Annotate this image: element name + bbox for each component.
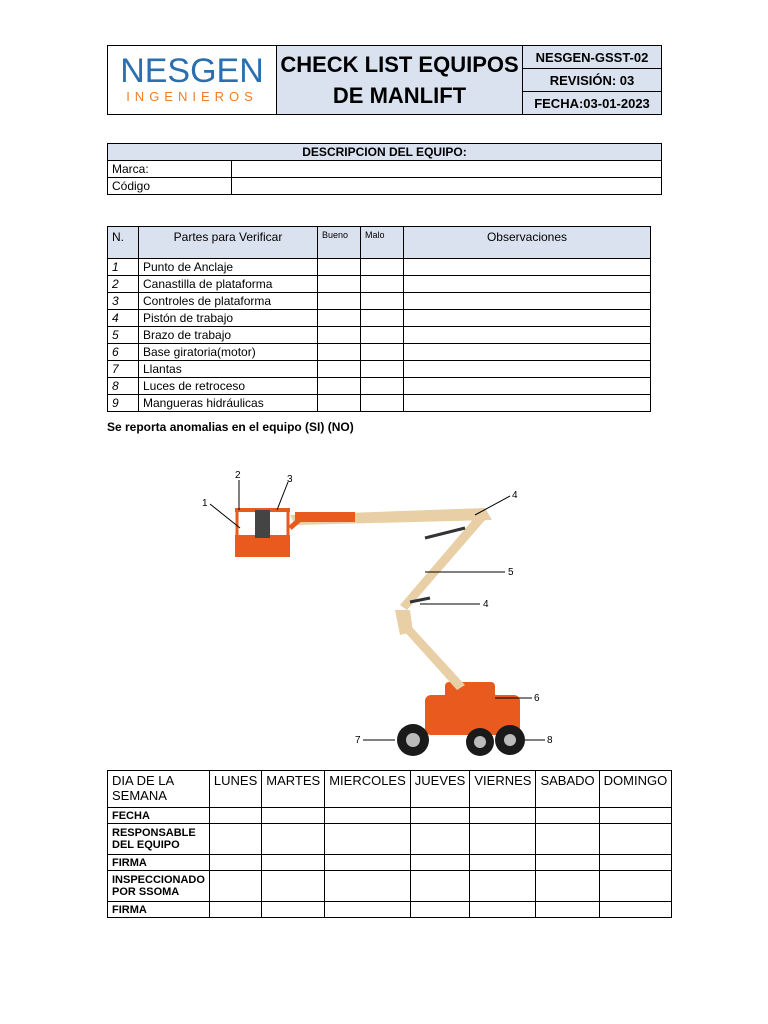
header-n: N. <box>108 227 139 259</box>
weekly-header-day: VIERNES <box>470 771 536 808</box>
weekly-cell[interactable] <box>209 902 261 918</box>
weekly-row-label: RESPONSABLE DEL EQUIPO <box>108 824 210 855</box>
weekly-inspection-table <box>107 770 672 918</box>
item-bad-cell[interactable] <box>361 327 404 344</box>
item-good-cell[interactable] <box>318 293 361 310</box>
weekly-header-day: MIERCOLES <box>325 771 411 808</box>
diagram-label-1: 1 <box>202 498 208 509</box>
item-observations-cell[interactable] <box>404 293 651 310</box>
weekly-row-label: FIRMA <box>108 902 210 918</box>
weekly-header-day: JUEVES <box>410 771 470 808</box>
item-bad-cell[interactable] <box>361 276 404 293</box>
item-part: Luces de retroceso <box>139 378 318 395</box>
item-good-cell[interactable] <box>318 395 361 412</box>
weekly-header-day: MARTES <box>262 771 325 808</box>
item-observations-cell[interactable] <box>404 259 651 276</box>
diagram-label-3: 3 <box>287 474 293 485</box>
weekly-cell[interactable] <box>470 871 536 902</box>
item-observations-cell[interactable] <box>404 310 651 327</box>
weekly-row <box>108 824 672 855</box>
weekly-cell[interactable] <box>599 902 672 918</box>
item-good-cell[interactable] <box>318 327 361 344</box>
weekly-cell[interactable] <box>470 902 536 918</box>
diagram-label-4b: 4 <box>483 599 489 610</box>
weekly-cell[interactable] <box>325 902 411 918</box>
item-observations-cell[interactable] <box>404 361 651 378</box>
checklist-row <box>108 327 651 344</box>
diagram-label-7: 7 <box>355 735 361 746</box>
item-good-cell[interactable] <box>318 259 361 276</box>
weekly-cell[interactable] <box>410 902 470 918</box>
anomalies-question: Se reporta anomalias en el equipo (SI) (NO) <box>107 420 354 434</box>
weekly-cell[interactable] <box>470 855 536 871</box>
weekly-header-day: DOMINGO <box>599 771 672 808</box>
description-heading: DESCRIPCION DEL EQUIPO: <box>108 144 662 161</box>
checklist-row <box>108 310 651 327</box>
item-observations-cell[interactable] <box>404 395 651 412</box>
weekly-row <box>108 871 672 902</box>
header-table <box>107 45 662 115</box>
weekly-cell[interactable] <box>410 824 470 855</box>
title-line-1: CHECK LIST EQUIPOS <box>280 52 519 77</box>
item-bad-cell[interactable] <box>361 293 404 310</box>
hub-front <box>406 733 420 747</box>
weekly-cell[interactable] <box>262 871 325 902</box>
document-date: FECHA:03-01-2023 <box>523 92 662 115</box>
diagram-label-4a: 4 <box>512 490 518 501</box>
item-good-cell[interactable] <box>318 344 361 361</box>
logo-cell <box>108 46 277 115</box>
document-revision: REVISIÓN: 03 <box>523 69 662 92</box>
item-bad-cell[interactable] <box>361 361 404 378</box>
basket <box>235 535 290 557</box>
item-good-cell[interactable] <box>318 361 361 378</box>
brand-label: Marca: <box>108 161 232 178</box>
item-number: 9 <box>108 395 139 412</box>
checklist-row <box>108 344 651 361</box>
item-bad-cell[interactable] <box>361 378 404 395</box>
weekly-header-row <box>108 771 672 808</box>
weekly-header-day: LUNES <box>209 771 261 808</box>
hub-middle <box>474 736 486 748</box>
item-observations-cell[interactable] <box>404 344 651 361</box>
brand-field[interactable] <box>232 161 662 178</box>
item-number: 2 <box>108 276 139 293</box>
checklist-table <box>107 226 651 412</box>
item-observations-cell[interactable] <box>404 276 651 293</box>
weekly-cell[interactable] <box>325 855 411 871</box>
weekly-cell[interactable] <box>209 824 261 855</box>
weekly-header-label: DIA DE LA SEMANA <box>108 771 210 808</box>
boom-joint <box>395 610 413 635</box>
item-number: 6 <box>108 344 139 361</box>
item-bad-cell[interactable] <box>361 259 404 276</box>
hub-rear <box>504 734 516 746</box>
weekly-cell[interactable] <box>410 855 470 871</box>
code-field[interactable] <box>232 178 662 195</box>
item-good-cell[interactable] <box>318 276 361 293</box>
manlift-diagram <box>195 460 575 760</box>
header-observations: Observaciones <box>404 227 651 259</box>
document-code: NESGEN-GSST-02 <box>523 46 662 69</box>
document-title <box>277 46 523 115</box>
weekly-row-label: INSPECCIONADO POR SSOMA <box>108 871 210 902</box>
weekly-cell[interactable] <box>410 871 470 902</box>
weekly-cell[interactable] <box>536 902 599 918</box>
item-part: Pistón de trabajo <box>139 310 318 327</box>
item-part: Punto de Anclaje <box>139 259 318 276</box>
checklist-row <box>108 361 651 378</box>
code-label: Código <box>108 178 232 195</box>
weekly-cell[interactable] <box>262 808 325 824</box>
title-line-2: DE MANLIFT <box>332 83 467 108</box>
company-logo <box>117 48 267 108</box>
checklist-row <box>108 395 651 412</box>
item-part: Canastilla de plataforma <box>139 276 318 293</box>
checklist-row <box>108 276 651 293</box>
weekly-cell[interactable] <box>325 871 411 902</box>
weekly-row-label: FIRMA <box>108 855 210 871</box>
weekly-cell[interactable] <box>470 808 536 824</box>
item-number: 8 <box>108 378 139 395</box>
weekly-cell[interactable] <box>536 855 599 871</box>
weekly-cell[interactable] <box>325 808 411 824</box>
weekly-cell[interactable] <box>209 855 261 871</box>
weekly-cell[interactable] <box>209 871 261 902</box>
item-part: Brazo de trabajo <box>139 327 318 344</box>
checklist-row <box>108 293 651 310</box>
item-number: 7 <box>108 361 139 378</box>
weekly-cell[interactable] <box>262 902 325 918</box>
weekly-cell[interactable] <box>262 824 325 855</box>
weekly-cell[interactable] <box>209 808 261 824</box>
diagram-label-6: 6 <box>534 693 540 704</box>
checklist-header-row <box>108 227 651 259</box>
item-part: Base giratoria(motor) <box>139 344 318 361</box>
weekly-row <box>108 808 672 824</box>
weekly-cell[interactable] <box>536 871 599 902</box>
weekly-cell[interactable] <box>599 871 672 902</box>
header-part: Partes para Verificar <box>139 227 318 259</box>
diagram-label-8: 8 <box>547 735 553 746</box>
item-part: Llantas <box>139 361 318 378</box>
item-observations-cell[interactable] <box>404 327 651 344</box>
item-number: 5 <box>108 327 139 344</box>
weekly-cell[interactable] <box>599 824 672 855</box>
item-number: 4 <box>108 310 139 327</box>
header-bad: Malo <box>361 227 404 259</box>
weekly-header-day: SABADO <box>536 771 599 808</box>
item-number: 1 <box>108 259 139 276</box>
item-bad-cell[interactable] <box>361 344 404 361</box>
weekly-row <box>108 902 672 918</box>
item-bad-cell[interactable] <box>361 310 404 327</box>
item-part: Controles de plataforma <box>139 293 318 310</box>
upper-boom <box>400 515 485 610</box>
weekly-cell[interactable] <box>599 808 672 824</box>
weekly-cell[interactable] <box>262 855 325 871</box>
item-part: Mangueras hidráulicas <box>139 395 318 412</box>
item-bad-cell[interactable] <box>361 395 404 412</box>
weekly-cell[interactable] <box>470 824 536 855</box>
weekly-cell[interactable] <box>536 808 599 824</box>
header-good: Bueno <box>318 227 361 259</box>
diagram-label-5: 5 <box>508 567 514 578</box>
lower-boom <box>403 625 465 690</box>
weekly-row <box>108 855 672 871</box>
weekly-cell[interactable] <box>325 824 411 855</box>
weekly-row-label: FECHA <box>108 808 210 824</box>
item-observations-cell[interactable] <box>404 378 651 395</box>
weekly-cell[interactable] <box>599 855 672 871</box>
logo-brand: NESGEN <box>120 51 264 90</box>
item-number: 3 <box>108 293 139 310</box>
control-panel <box>255 510 270 538</box>
equipment-description-table <box>107 143 662 195</box>
logo-sub: INGENIEROS <box>126 88 258 104</box>
weekly-cell[interactable] <box>410 808 470 824</box>
weekly-cell[interactable] <box>536 824 599 855</box>
checklist-row <box>108 259 651 276</box>
item-good-cell[interactable] <box>318 310 361 327</box>
item-good-cell[interactable] <box>318 378 361 395</box>
checklist-row <box>108 378 651 395</box>
diagram-label-2: 2 <box>235 470 241 481</box>
